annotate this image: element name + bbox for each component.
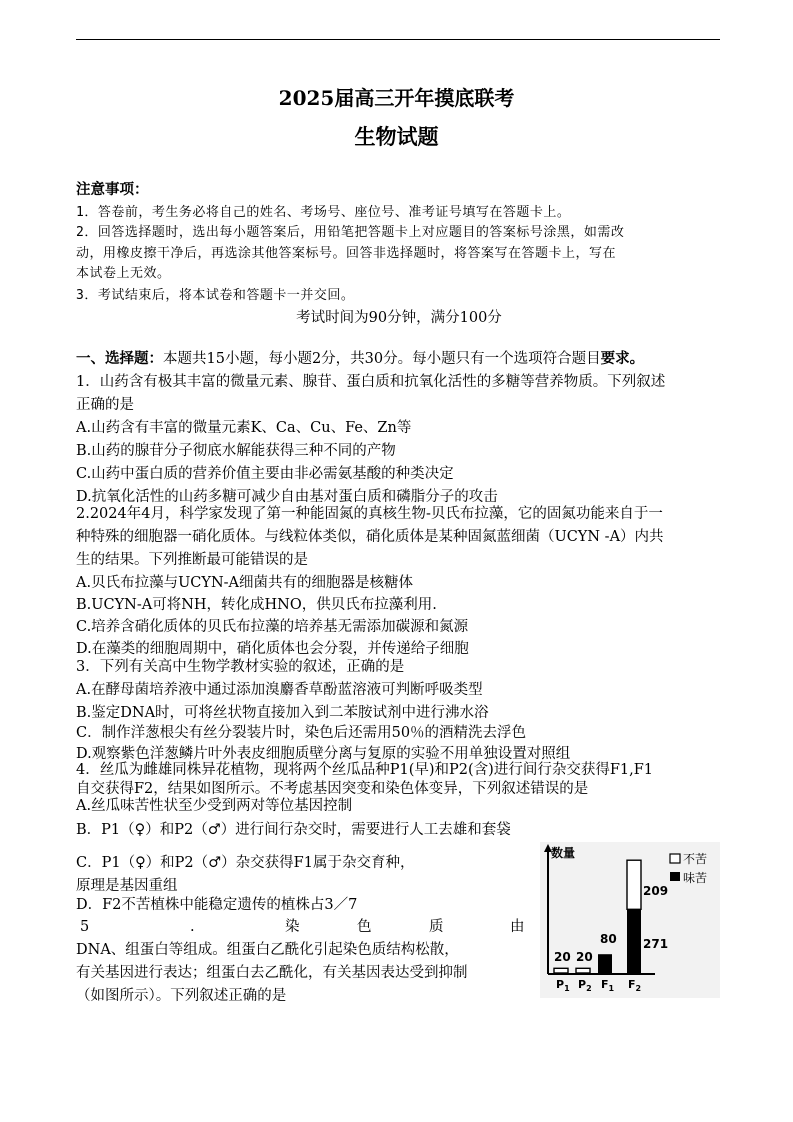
section-heading [76,350,722,368]
section-label: 一、选择题： [76,350,163,367]
notice-item-2a: 2．回答选择题时，选出每小题答案后，用铅笔把答题卡上对应题目的答案标号涂黑，如需改 [76,225,625,240]
q1-option-c: C.山药中蛋白质的营养价值主要由非必需氨基酸的种类决定 [76,466,454,482]
x-tick-f2-main: F [628,978,636,991]
bar-f1-bitter [598,954,612,973]
q4-option-c-2: 原理是基因重组 [76,878,178,894]
section-desc: 本题共15小题，每小题2分，共30分。每小题只有一个选项符合题目 [163,351,601,367]
top-rule [76,39,720,40]
q4-stem-1: 4．丝瓜为雌雄同株异花植物，现将两个丝瓜品种P1(早)和P2(含)进行间行杂交获得F1,F1 [76,762,653,778]
bar-p1-not-bitter [554,968,568,973]
q5-word-3: 质 [429,919,444,935]
q1-option-d: D.抗氧化活性的山药多糖可减少自由基对蛋白质和磷脂分子的攻击 [76,489,498,505]
q2-stem-2: 种特殊的细胞器一硝化质体。与线粒体类似，硝化质体是某种固氮蓝细菌（UCYN -A）内共 [76,529,664,545]
q1-option-a: A.山药含有丰富的微量元素K、Ca、Cu、Fe、Zn等 [76,420,412,436]
bar-f2-not-bitter [627,860,641,909]
q5-stem-3: 有关基因进行表达；组蛋白去乙酰化，有关基因表达受到抑制 [76,965,468,981]
q2-option-c: C.培养含硝化质体的贝氏布拉藻的培养基无需添加碳源和氮源 [76,619,469,635]
label-f2-bottom: 271 [643,937,669,951]
q2-stem-3: 生的结果。下列推断最可能错误的是 [76,552,308,568]
notice-item-3: 3．考试结束后，将本试卷和答题卡一并交回。 [76,288,355,303]
q3-option-c: C．制作洋葱根尖有丝分裂装片时，染色后还需用50％的酒精洗去浮色 [76,725,527,741]
notice-heading: 注意事项： [76,181,149,198]
q3-option-a: A.在酵母菌培养液中通过添加溴麝香草酚蓝溶液可判断呼吸类型 [76,682,483,698]
x-tick-p1-main: P [556,978,565,991]
legend-label-not-bitter: 不苦 [683,852,708,866]
q1-stem-2: 正确的是 [76,397,134,413]
bar-p2-not-bitter [576,968,590,973]
q5-stem-2: DNA、组蛋白等组成。组蛋白乙酰化引起染色质结构松散， [76,942,459,958]
notice-item-2c: 本试卷上无效。 [76,266,171,281]
x-tick-p1: $P_1$ [556,978,570,993]
label-p2: 20 [576,950,593,964]
notice-item-2b: 动，用橡皮擦干净后，再选涂其他答案标号。回答非选择题时，将答案写在答题卡上，写在 [76,246,617,261]
q2-option-d: D.在藻类的细胞周期中，硝化质体也会分裂，并传递给子细胞 [76,641,469,657]
exam-title: 2025届高三开年摸底联考 [278,86,515,110]
q4-stem-2: 自交获得F2，结果如图所示。不考虑基因突变和染色体变异，下列叙述错误的是 [76,781,589,797]
q5-word-4: 由 [510,919,525,935]
exam-subject: 生物试题 [354,124,439,149]
section-tail: 要求。 [600,350,645,367]
q2-stem-1: 2.2024年4月，科学家发现了第一种能固氮的真核生物-贝氏布拉藻，它的固氮功能来自于一 [76,506,663,522]
exam-time: 考试时间为90分钟，满分100分 [296,310,502,326]
label-p1: 20 [554,950,571,964]
x-tick-f2: $F_2$ [628,978,642,993]
q5-number: 5 [80,919,90,935]
x-tick-p2: $P_2$ [578,978,592,993]
q4-option-b: B．P1（♀）和P2（♂）进行间行杂交时，需要进行人工去雄和套袋 [76,822,511,838]
legend-swatch-bitter [670,872,680,881]
q5-word-1: 染 [285,919,300,935]
label-f2-top: 209 [643,884,669,898]
legend-swatch-not-bitter [670,854,680,863]
q5-dot: . [190,919,195,935]
q3-option-d: D.观察紫色洋葱鳞片叶外表皮细胞质壁分离与复原的实验不用单独设置对照组 [76,746,571,762]
q3-option-b: B.鉴定DNA时，可将丝状物直接加入到二苯胺试剂中进行沸水浴 [76,705,489,721]
q1-option-b: B.山药的腺苷分子彻底水解能获得三种不同的产物 [76,443,396,459]
q2-option-b: B.UCYN-A可将NH，转化成HNO，供贝氏布拉藻利用. [76,597,437,613]
q5-stem-4: （如图所示）。下列叙述正确的是 [76,988,287,1004]
y-axis-label: 数量 [551,846,576,860]
q2-option-a: A.贝氏布拉藻与UCYN-A细菌共有的细胞器是核糖体 [76,575,414,591]
q5-word-2: 色 [357,919,372,935]
x-tick-f1-main: F [601,978,609,991]
label-f1: 80 [600,932,617,946]
x-tick-f1: $F_1$ [601,978,615,993]
q3-stem: 3．下列有关高中生物学教材实验的叙述，正确的是 [76,659,405,675]
notice-item-1: 1．答卷前，考生务必将自己的姓名、考场号、座位号、准考证号填写在答题卡上。 [76,205,571,220]
legend-label-bitter: 味苦 [683,871,708,885]
bitterness-bar-chart [540,842,720,998]
q4-option-a: A.丝瓜味苦性状至少受到两对等位基因控制 [76,798,353,814]
bar-f2-bitter [627,909,641,973]
q1-stem-1: 1．山药含有极其丰富的微量元素、腺苷、蛋白质和抗氧化活性的多糖等营养物质。下列叙述 [76,374,666,390]
q4-option-d: D．F2不苦植株中能稳定遗传的植株占3／7 [76,897,358,913]
q4-option-c-1: C．P1（♀）和P2（♂）杂交获得F1属于杂交育种， [76,855,415,871]
x-tick-p2-main: P [578,978,587,991]
